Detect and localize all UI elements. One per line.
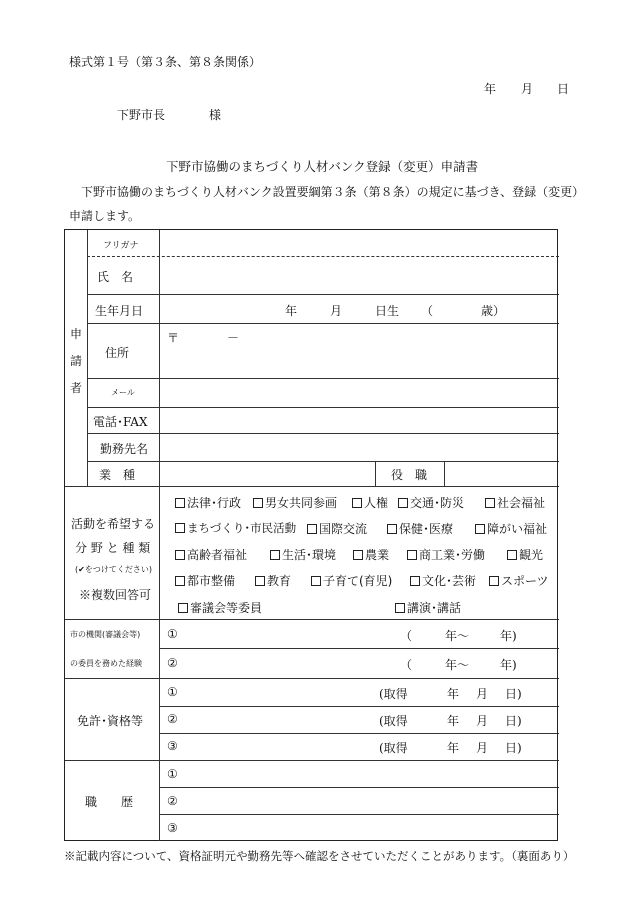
form-number: 様式第１号（第３条、第８条関係） [69, 55, 262, 69]
checkbox-box-icon [407, 550, 417, 560]
checkbox-box-icon [395, 603, 405, 613]
birthdate-label: 生年月日 [95, 304, 144, 318]
license-row2-year: 年 [447, 714, 460, 728]
honorific: 様 [209, 108, 222, 122]
fields-label-line4: ※複数回答可 [79, 588, 152, 602]
checkbox-tourism[interactable]: 観光 [507, 546, 543, 563]
checkbox-box-icon [398, 498, 408, 508]
intro-text-line2: 申請します。 [69, 209, 141, 223]
committee-row2-from: 年～ [445, 658, 470, 672]
license-row1-num: ① [167, 685, 178, 699]
age-open-paren: （ [421, 304, 434, 318]
license-row1-year: 年 [447, 687, 460, 701]
postal-mark: 〒 [167, 331, 180, 345]
birth-year-label: 年 [285, 304, 298, 318]
checkbox-life-environment[interactable]: 生活･環境 [270, 546, 336, 563]
checkbox-box-icon [475, 524, 485, 534]
license-row3-num: ③ [167, 739, 178, 753]
checkbox-box-icon [387, 524, 397, 534]
license-row2-obtained: (取得 [379, 714, 408, 728]
footnote: ※記載内容について、資格証明元や勤務先等へ確認をさせていただくことがあります。（裏面あり） [64, 849, 575, 863]
checkbox-box-icon [485, 498, 495, 508]
birth-month-label: 月 [330, 304, 343, 318]
checkbox-community-building[interactable]: まちづくり･市民活動 [175, 520, 296, 536]
career-label: 職 歴 [85, 795, 134, 809]
workplace-label: 勤務先名 [100, 442, 149, 456]
checkbox-box-icon [255, 576, 265, 586]
committee-label-line1: 市の機関(審議会等) [70, 630, 141, 639]
committee-row1-num: ① [167, 627, 178, 641]
applicant-label-1: 申 [70, 327, 83, 341]
checkbox-disability-welfare[interactable]: 障がい福祉 [475, 520, 547, 537]
fields-label-line3: (✔をつけてください) [75, 565, 152, 574]
career-row1-num: ① [167, 767, 178, 781]
checkbox-human-rights[interactable]: 人権 [352, 494, 388, 511]
checkbox-traffic-disaster[interactable]: 交通･防災 [398, 494, 464, 511]
furigana-label: フリガナ [103, 241, 139, 251]
checkbox-box-icon [175, 523, 185, 533]
checkbox-sports[interactable]: スポーツ [489, 572, 549, 589]
career-row2-num: ② [167, 794, 178, 808]
checkbox-box-icon [178, 603, 188, 613]
position-label: 役 職 [391, 468, 428, 482]
checkbox-box-icon [253, 498, 263, 508]
committee-row1-open: （ [400, 629, 413, 643]
committee-row2-to: 年) [500, 658, 517, 672]
document-title: 下野市協働のまちづくり人材バンク登録（変更）申請書 [166, 159, 479, 174]
checkbox-culture-arts[interactable]: 文化･芸術 [410, 572, 476, 589]
checkbox-council-member[interactable]: 審議会等委員 [178, 599, 262, 616]
applicant-label-3: 者 [70, 381, 83, 395]
fields-label-line1: 活動を希望する [71, 517, 156, 531]
addressee: 下野市長 [117, 108, 166, 122]
checkbox-box-icon [175, 498, 185, 508]
license-row3-obtained: (取得 [379, 741, 408, 755]
date-day-label: 日 [557, 82, 570, 96]
license-row1-obtained: (取得 [379, 687, 408, 701]
checkbox-box-icon [311, 576, 321, 586]
intro-text-line1: 下野市協働のまちづくり人材バンク設置要綱第３条（第８条）の規定に基づき、登録（変更） [81, 185, 585, 199]
licenses-label: 免許･資格等 [77, 714, 144, 728]
checkbox-box-icon [352, 498, 362, 508]
committee-row2-num: ② [167, 656, 178, 670]
date-month-label: 月 [521, 82, 534, 96]
checkbox-box-icon [175, 550, 185, 560]
checkbox-box-icon [175, 576, 185, 586]
committee-row1-from: 年～ [445, 629, 470, 643]
application-form-table [64, 229, 558, 841]
checkbox-urban-development[interactable]: 都市整備 [175, 572, 235, 589]
date-year-label: 年 [484, 82, 497, 96]
checkbox-commerce-labor[interactable]: 商工業･労働 [407, 546, 485, 563]
committee-label-line2: の委員を務めた経験 [70, 659, 142, 668]
email-label: メール [111, 388, 135, 397]
license-row3-year: 年 [447, 741, 460, 755]
checkbox-box-icon [507, 550, 517, 560]
license-row1-day: 日) [505, 687, 522, 701]
checkbox-education[interactable]: 教育 [255, 572, 291, 589]
checkbox-agriculture[interactable]: 農業 [353, 546, 389, 563]
checkbox-gender-equality[interactable]: 男女共同参画 [253, 494, 337, 511]
license-row1-month: 月 [476, 687, 489, 701]
committee-row2-open: （ [400, 658, 413, 672]
checkbox-box-icon [410, 576, 420, 586]
license-row2-num: ② [167, 712, 178, 726]
checkbox-social-welfare[interactable]: 社会福祉 [485, 494, 545, 511]
applicant-label-2: 請 [70, 354, 83, 368]
postal-dash: － [227, 331, 240, 345]
checkbox-lecture-talk[interactable]: 講演･講話 [395, 599, 461, 616]
occupation-label: 業 種 [99, 468, 136, 482]
address-label: 住所 [105, 346, 130, 360]
license-row2-month: 月 [476, 714, 489, 728]
license-row3-month: 月 [476, 741, 489, 755]
career-row3-num: ③ [167, 821, 178, 835]
checkbox-box-icon [307, 524, 317, 534]
checkbox-law-admin[interactable]: 法律･行政 [175, 494, 241, 511]
checkbox-health-medical[interactable]: 保健･医療 [387, 520, 453, 537]
name-label: 氏 名 [97, 270, 134, 284]
checkbox-child-rearing[interactable]: 子育て(育児) [311, 572, 392, 589]
license-row3-day: 日) [505, 741, 522, 755]
phone-fax-label: 電話･FAX [93, 415, 148, 429]
checkbox-box-icon [270, 550, 280, 560]
checkbox-box-icon [353, 550, 363, 560]
checkbox-international[interactable]: 国際交流 [307, 520, 367, 537]
checkbox-box-icon [489, 576, 499, 586]
age-label: 歳） [481, 304, 506, 318]
license-row2-day: 日) [505, 714, 522, 728]
committee-row1-to: 年) [500, 629, 517, 643]
fields-label-line2: 分 野 と 種 類 [75, 541, 151, 555]
checkbox-elderly-welfare[interactable]: 高齢者福祉 [175, 546, 247, 563]
birth-day-label: 日生 [375, 304, 400, 318]
